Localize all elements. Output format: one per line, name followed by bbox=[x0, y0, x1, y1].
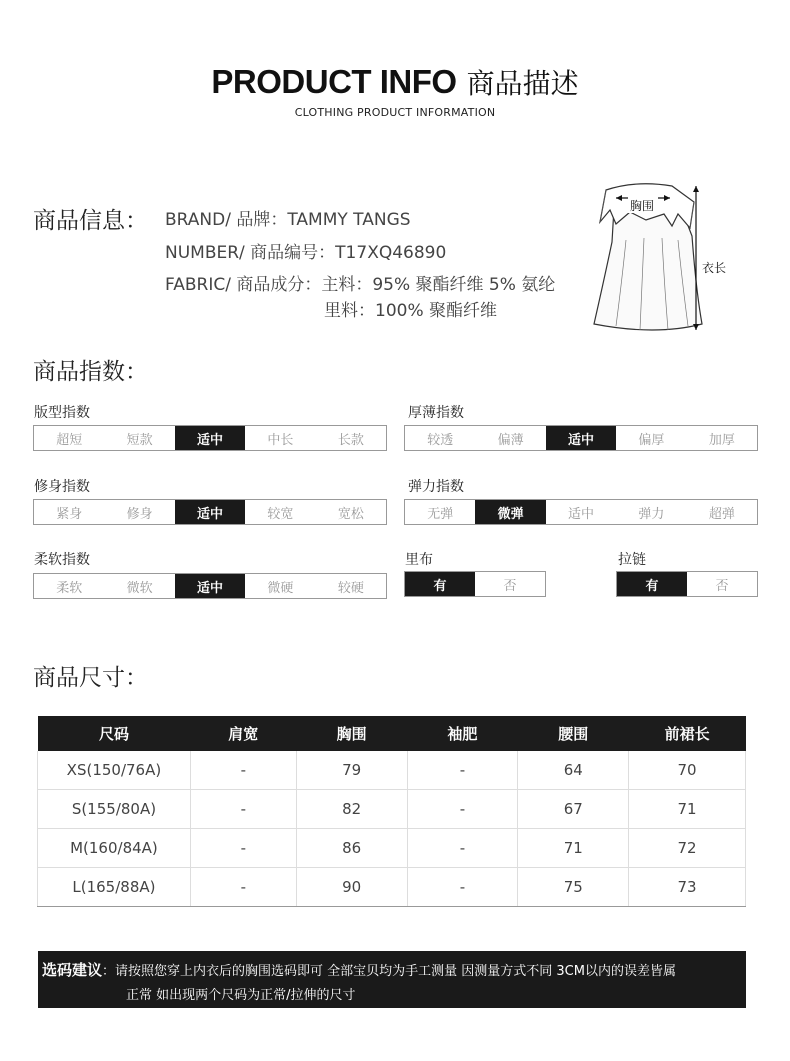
fabric-line: FABRIC/ 商品成分：主料：95% 聚酯纤维 5% 氨纶 bbox=[165, 275, 556, 295]
brand-line: BRAND/ 品牌：TAMMY TANGS bbox=[165, 210, 411, 230]
table-cell: 71 bbox=[518, 829, 629, 868]
scale-option: 无弹 bbox=[427, 506, 454, 522]
table-cell: 75 bbox=[518, 868, 629, 907]
scale-option: 修身 bbox=[126, 506, 153, 522]
table-cell: - bbox=[407, 829, 518, 868]
length-label: 衣长 bbox=[702, 261, 727, 275]
table-cell: 70 bbox=[629, 751, 746, 790]
table-row bbox=[38, 790, 746, 829]
table-cell: - bbox=[407, 868, 518, 907]
thickness-index-scale bbox=[404, 425, 758, 451]
scale-option: 适中 bbox=[568, 506, 595, 522]
header-title-cn: 商品描述 bbox=[466, 67, 579, 100]
scale-option: 微软 bbox=[126, 580, 153, 596]
scale-option-selected: 有 bbox=[405, 572, 475, 596]
number-line: NUMBER/ 商品编号：T17XQ46890 bbox=[165, 243, 447, 263]
scale-option: 较宽 bbox=[267, 506, 294, 522]
scale-option-selected: 适中 bbox=[175, 500, 245, 524]
size-table bbox=[37, 716, 746, 907]
table-cell: - bbox=[190, 751, 296, 790]
table-row bbox=[38, 751, 746, 790]
elastic-index-label: 弹力指数 bbox=[408, 479, 464, 495]
table-cell: 86 bbox=[296, 829, 407, 868]
table-cell: S(155/80A) bbox=[38, 790, 191, 829]
size-advice-bar bbox=[38, 951, 746, 1008]
advice-label: 选码建议 bbox=[42, 961, 103, 979]
zipper-index-scale bbox=[616, 571, 758, 597]
table-cell: 67 bbox=[518, 790, 629, 829]
table-cell: 79 bbox=[296, 751, 407, 790]
table-cell: 71 bbox=[629, 790, 746, 829]
elastic-index-scale bbox=[404, 499, 758, 525]
scale-option: 偏薄 bbox=[497, 432, 524, 448]
lining-index-label: 里布 bbox=[405, 552, 433, 568]
table-cell: 64 bbox=[518, 751, 629, 790]
header-title-en: PRODUCT INFO bbox=[211, 63, 457, 100]
advice-text-1: ：请按照您穿上内衣后的胸围选码即可 全部宝贝均为手工测量 因测量方式不同 3CM以内的误差皆属 bbox=[102, 964, 676, 979]
scale-option: 宽松 bbox=[337, 506, 364, 522]
scale-option: 短款 bbox=[126, 432, 153, 448]
fit-index-label: 版型指数 bbox=[34, 405, 90, 421]
header-front-length: 前裙长 bbox=[629, 716, 746, 751]
scale-option: 较透 bbox=[427, 432, 454, 448]
scale-option-selected: 适中 bbox=[175, 574, 245, 598]
thickness-index-label: 厚薄指数 bbox=[408, 405, 464, 421]
table-row bbox=[38, 868, 746, 907]
lining-index-scale bbox=[404, 571, 546, 597]
shape-index-label: 修身指数 bbox=[34, 479, 90, 495]
table-cell: - bbox=[407, 790, 518, 829]
scale-option: 超短 bbox=[56, 432, 83, 448]
scale-option: 柔软 bbox=[56, 580, 83, 596]
scale-option: 紧身 bbox=[56, 506, 83, 522]
scale-option-selected: 有 bbox=[617, 572, 687, 596]
scale-option: 中长 bbox=[267, 432, 294, 448]
table-cell: - bbox=[190, 829, 296, 868]
table-cell: - bbox=[407, 751, 518, 790]
table-cell: 73 bbox=[629, 868, 746, 907]
header-shoulder: 肩宽 bbox=[190, 716, 296, 751]
zipper-index-label: 拉链 bbox=[618, 552, 646, 568]
table-cell: 90 bbox=[296, 868, 407, 907]
table-cell: M(160/84A) bbox=[38, 829, 191, 868]
soft-index-label: 柔软指数 bbox=[34, 552, 90, 568]
scale-option: 否 bbox=[503, 578, 517, 594]
soft-index-scale bbox=[33, 573, 387, 599]
shape-index-scale bbox=[33, 499, 387, 525]
header-subtitle: CLOTHING PRODUCT INFORMATION bbox=[294, 106, 496, 119]
garment-diagram bbox=[586, 180, 746, 344]
header-waist: 腰围 bbox=[518, 716, 629, 751]
header-chest: 胸围 bbox=[296, 716, 407, 751]
scale-option: 偏厚 bbox=[638, 432, 665, 448]
scale-option: 长款 bbox=[337, 432, 364, 448]
lining-line: 里料：100% 聚酯纤维 bbox=[324, 301, 498, 321]
table-cell: XS(150/76A) bbox=[38, 751, 191, 790]
fit-index-scale bbox=[33, 425, 387, 451]
scale-option: 弹力 bbox=[638, 506, 665, 522]
info-section-title: 商品信息： bbox=[33, 208, 148, 234]
table-row bbox=[38, 829, 746, 868]
advice-text-2: 正常 如出现两个尺码为正常/拉伸的尺寸 bbox=[126, 988, 356, 1003]
header-size: 尺码 bbox=[38, 716, 191, 751]
table-cell: - bbox=[190, 790, 296, 829]
scale-option: 否 bbox=[715, 578, 729, 594]
index-section-title: 商品指数： bbox=[33, 359, 148, 385]
size-section-title: 商品尺寸： bbox=[33, 665, 148, 691]
header-sleeve: 袖肥 bbox=[407, 716, 518, 751]
scale-option: 超弹 bbox=[708, 506, 735, 522]
table-cell: 72 bbox=[629, 829, 746, 868]
advice-line-1 bbox=[42, 958, 740, 984]
chest-label: 胸围 bbox=[630, 199, 655, 213]
scale-option-selected: 适中 bbox=[546, 426, 616, 450]
page-header bbox=[0, 62, 790, 102]
scale-option: 加厚 bbox=[708, 432, 735, 448]
scale-option-selected: 适中 bbox=[175, 426, 245, 450]
size-table-header bbox=[38, 716, 746, 751]
table-cell: 82 bbox=[296, 790, 407, 829]
scale-option-selected: 微弹 bbox=[475, 500, 545, 524]
scale-option: 较硬 bbox=[337, 580, 364, 596]
table-cell: - bbox=[190, 868, 296, 907]
table-cell: L(165/88A) bbox=[38, 868, 191, 907]
scale-option: 微硬 bbox=[267, 580, 294, 596]
